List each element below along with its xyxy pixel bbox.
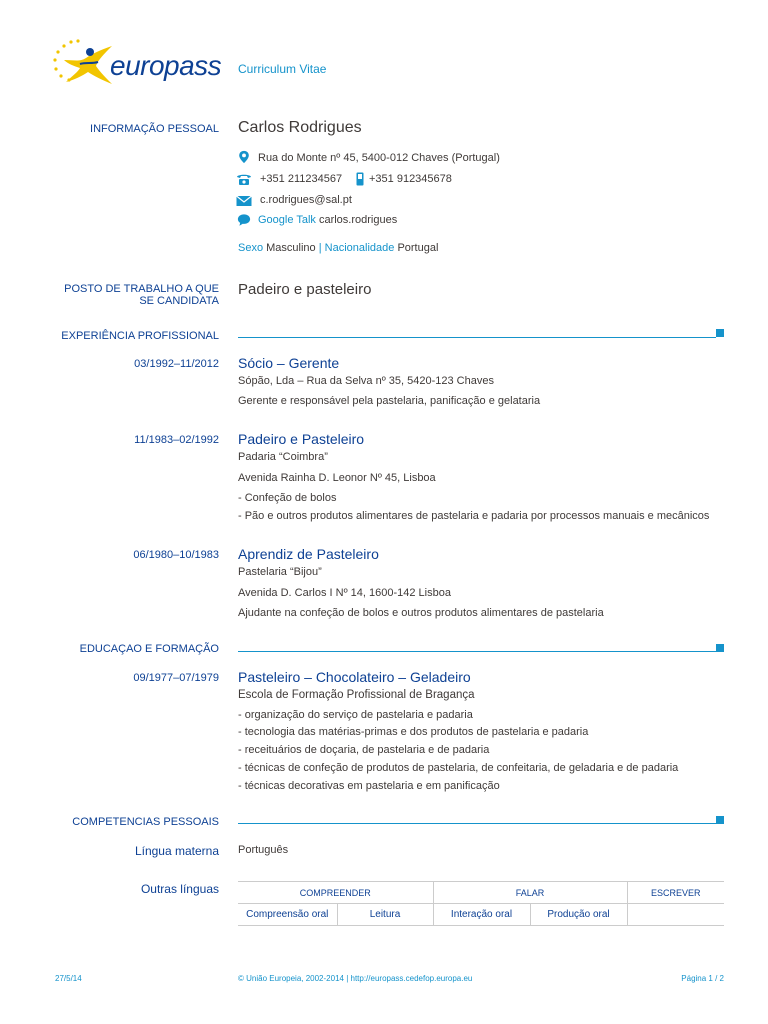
experience-2-title: Padeiro e Pasteleiro <box>238 431 365 447</box>
mother-tongue-label: Língua materna <box>134 844 219 858</box>
location-pin-icon <box>236 150 252 164</box>
experience-2-dates: 11/1983–02/1992 <box>134 434 219 446</box>
experience-divider-square <box>716 329 724 337</box>
europass-logo <box>50 38 222 90</box>
education-section-label: EDUCAÇAO E FORMAÇÃO <box>79 643 219 655</box>
education-1-line-5: - técnicas decorativas em pastelaria e em panificação <box>238 780 500 792</box>
footer-date: 27/5/14 <box>55 974 82 983</box>
skills-divider-square <box>716 816 724 824</box>
phone-text: +351 211234567 <box>260 173 343 185</box>
languages-table-header-row <box>238 882 724 904</box>
phone-icon <box>236 172 252 186</box>
sub-listening: Compreensão oral <box>238 904 337 926</box>
experience-3-employer: Pastelaria “Bijou” <box>238 566 322 578</box>
education-1-school: Escola de Formação Profissional de Bragança <box>238 689 475 701</box>
experience-1-employer: Sópão, Lda – Rua da Selva nº 35, 5420-123 Chaves <box>238 375 494 387</box>
footer-copyright: © União Europeia, 2002-2014 | http://europass.cedefop.europa.eu <box>238 974 473 983</box>
education-1-dates: 09/1977–07/1979 <box>133 672 219 684</box>
position-applied-value: Padeiro e pasteleiro <box>238 281 372 298</box>
sub-spoken-production: Produção oral <box>530 904 627 926</box>
experience-1-title: Sócio – Gerente <box>238 355 340 371</box>
sex-label: Sexo <box>238 242 264 254</box>
mobile-phone-icon <box>354 172 366 186</box>
full-name: Carlos Rodrigues <box>238 119 362 136</box>
experience-divider <box>238 337 716 338</box>
sub-spoken-interaction: Interação oral <box>433 904 530 926</box>
experience-3-dates: 06/1980–10/1983 <box>133 549 219 561</box>
nationality-label: Nacionalidade <box>324 242 395 254</box>
header-writing: ESCREVER <box>627 882 724 904</box>
experience-1-line-1: Gerente e responsável pela pastelaria, panificação e gelataria <box>238 395 541 407</box>
email-icon <box>236 194 252 208</box>
education-1-line-1: - organização do serviço de pastelaria e padaria <box>238 709 473 721</box>
position-applied-label: POSTO DE TRABALHO A QUE SE CANDIDATA <box>64 283 219 307</box>
languages-table-sub-row <box>238 904 724 926</box>
header-understanding: COMPREENDER <box>238 882 433 904</box>
header-speaking: FALAR <box>433 882 627 904</box>
languages-table <box>238 881 724 926</box>
im-line <box>258 214 397 226</box>
experience-3-line-2: Ajudante na confeção de bolos e outros produtos alimentares de pastelaria <box>238 607 604 619</box>
mobile-text: +351 912345678 <box>369 173 452 185</box>
separator: | <box>318 242 322 254</box>
sub-writing <box>627 904 724 926</box>
experience-1-dates: 03/1992–11/2012 <box>134 358 219 370</box>
education-divider-square <box>716 644 724 652</box>
education-1-line-2: - tecnologia das matérias-primas e dos produtos de pastelaria e padaria <box>238 726 589 738</box>
experience-section-label: EXPERIÊNCIA PROFISSIONAL <box>61 330 219 342</box>
im-type-label: Google Talk <box>258 214 316 226</box>
experience-2-line-2: - Confeção de bolos <box>238 492 337 504</box>
education-1-title: Pasteleiro – Chocolateiro – Geladeiro <box>238 669 471 685</box>
other-languages-label: Outras línguas <box>140 882 219 896</box>
document-title: Curriculum Vitae <box>238 62 327 76</box>
experience-2-line-1: Avenida Rainha D. Leonor Nº 45, Lisboa <box>238 472 436 484</box>
chat-bubble-icon <box>236 213 252 227</box>
skills-section-label: COMPETENCIAS PESSOAIS <box>72 816 219 828</box>
personal-info-label: INFORMAÇÃO PESSOAL <box>90 123 219 135</box>
experience-2-line-3: - Pão e outros produtos alimentares de pastelaria e padaria por processos manuais e mecânicos <box>238 510 710 522</box>
logo-wordmark: europass <box>110 50 222 81</box>
education-divider <box>238 651 716 652</box>
sex-value: Masculino <box>266 242 316 254</box>
experience-3-title: Aprendiz de Pasteleiro <box>238 546 379 562</box>
experience-3-line-1: Avenida D. Carlos I Nº 14, 1600-142 Lisboa <box>238 587 451 599</box>
email-text: c.rodrigues@sal.pt <box>260 194 352 206</box>
footer-page-number: Página 1 / 2 <box>681 974 724 983</box>
address-text: Rua do Monte nº 45, 5400-012 Chaves (Portugal) <box>258 152 500 164</box>
experience-2-employer: Padaria “Coimbra” <box>238 451 328 463</box>
skills-divider <box>238 823 716 824</box>
sub-reading: Leitura <box>337 904 433 926</box>
education-1-line-4: - técnicas de confeção de produtos de pastelaria, de confeitaria, de geladaria e de padaria <box>238 762 679 774</box>
nationality-value: Portugal <box>397 242 439 254</box>
mother-tongue-value: Português <box>238 844 289 856</box>
im-value: carlos.rodrigues <box>318 214 398 226</box>
education-1-line-3: - receituários de doçaria, de pastelaria e de padaria <box>238 744 490 756</box>
sex-nationality-line <box>238 242 438 254</box>
